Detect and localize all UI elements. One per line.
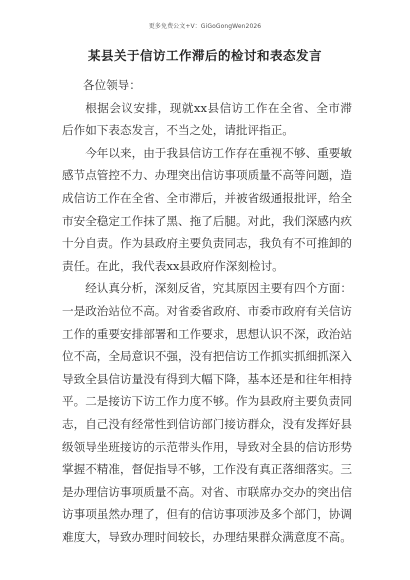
- salutation: 各位领导：: [82, 78, 141, 92]
- paragraph-analysis: 经认真分析，深刻反省，究其原因主要有四个方面：一是政治站位不高。对省委省政府、市委市政府有关信访工作的重要安排部署和工作要求，思想认识不深，政治站位不高，全局意识不强，没有把信访工作抓实抓细抓深入导致全县信访量没有得到大幅下降，基本还是和往年相持平。二是接访下访工作力度不够。作为县政府主要负责同志，自己没有经常性到信访部门接访群众，没有发挥好县级领导坐班接访的示范带头作用，导致对全县的信访形势掌握不精准，督促指导不够，工作没有真正落细落实。三是办理信访事项质量不高。对省、市联席办交办的突出信访事项虽然办理了，但有的信访事项涉及多个部门，协调难度大，导致办理时间较长，办理结果群众满意度不高。: [62, 281, 352, 544]
- paragraph-self-criticism: 今年以来，由于我县信访工作存在重视不够、重要敏感节点管控不力、办理突出信访事项质量不高等问题，造成信访工作在全省、全市滞后，并被省级通报批评，给全市安全稳定工作抹了黑、拖了后腿。对此，我们深感内疚十分自责。作为县政府主要负责同志，我负有不可推卸的责任。在此，我代表xx县政府作深刻检讨。: [62, 145, 352, 273]
- document-body: [62, 74, 352, 548]
- document-title: 某县关于信访工作滞后的检讨和表态发言: [87, 48, 322, 63]
- paragraph-opening: 根据会议安排，现就xx县信访工作在全省、全市滞后作如下表态发言，不当之处，请批评指正。: [62, 100, 352, 138]
- header-note: 更多免费公文+V：GiGoGongWen2026: [148, 23, 262, 30]
